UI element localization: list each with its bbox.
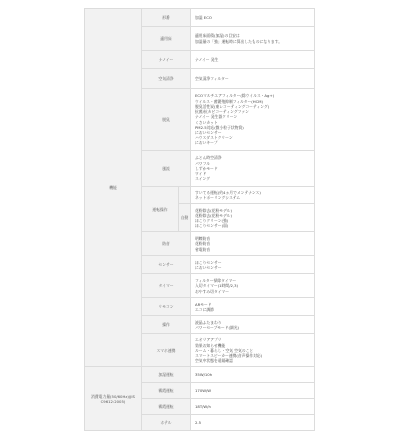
value-line: 空気中状態を遠隔確認 xyxy=(195,358,233,364)
row-value-app xyxy=(191,334,315,367)
value-line: PM2.5対応(微小粒子状物質) xyxy=(195,124,244,130)
row-value-ion xyxy=(191,51,315,69)
section-power: 消費電力量(50/60Hz)(JIS C9612:2005) xyxy=(85,367,142,431)
row-label-sensor: センサー xyxy=(142,256,191,274)
value-line: すいてる運転(約4ヵ月でメンテナンス) xyxy=(195,190,261,195)
row-value-p1: 35W/10h xyxy=(191,367,315,383)
row-sublabel-auto-top xyxy=(179,187,191,204)
value-line: ワイド xyxy=(195,171,207,177)
row-label-filter-mode: 空気清浄 xyxy=(142,69,191,89)
value-line: 入切タイマー(1時間/2,3) xyxy=(195,283,238,289)
value-line: 液晶ふたまわり xyxy=(195,319,222,325)
row-value-remote xyxy=(191,298,315,316)
value-line: ECOマルチエアフィルター(除ウイルス・Ag+) xyxy=(195,93,275,99)
row-value-sensor xyxy=(191,256,315,274)
row-label-timer: タイマー xyxy=(142,274,191,298)
value-line: 適用床面積(加湿)の目安は xyxy=(195,33,240,39)
value-line: 花粉除去(花粉モデル) xyxy=(195,212,232,218)
value-line: パワフル xyxy=(195,160,211,166)
value-line: ほこりセンサー xyxy=(195,259,222,265)
value-line: においセンサー xyxy=(195,129,222,135)
row-value-auto-bottom xyxy=(191,204,315,232)
value-line: ネットポーリングシステム xyxy=(195,195,241,201)
row-value-operation xyxy=(191,316,315,334)
value-line: ルーム・暮らし・空気 空気のこと xyxy=(195,347,254,353)
row-value-p2: 170W/W xyxy=(191,383,315,399)
row-label-p2: 霧霞運転 xyxy=(142,383,191,399)
row-label-ion: ナノイー xyxy=(142,51,191,69)
row-value-p3: 18T/W/h xyxy=(191,399,315,415)
row-label-operation: 操作 xyxy=(142,316,191,334)
row-value-auto-top xyxy=(191,187,315,204)
value-line: スイング xyxy=(195,176,211,182)
row-label-p3: 霧霞運転 xyxy=(142,399,191,415)
value-line: ウイルス・菌繁殖抑制フィルター(HCM) xyxy=(195,98,264,104)
value-line: スマートスピーカー連携(音声操作対応) xyxy=(195,353,263,359)
value-line: ほこりセンサー(弱) xyxy=(195,223,229,229)
value-line: 加湿量の「強」運転時に算出したものになります。 xyxy=(195,38,283,44)
spec-table xyxy=(84,8,315,431)
value-line: 花粉防音 xyxy=(195,241,211,247)
row-label-app: スマホ連携 xyxy=(142,334,191,367)
row-value-humidify xyxy=(191,27,315,51)
value-line: 花粉除去(花粉モデル) xyxy=(195,207,232,213)
section-features: 機能 xyxy=(85,9,142,367)
value-line: ほこりクリーン(強) xyxy=(195,217,229,223)
value-line: ナノイー 発生器クリーン xyxy=(195,114,238,120)
value-line: においセンサー xyxy=(195,264,222,270)
row-label-humidify: 適用床 xyxy=(142,27,191,51)
row-sublabel-auto-bottom: 自動 xyxy=(179,204,191,232)
value-line: エコに調節 xyxy=(195,306,214,312)
row-label-p4: ホテル xyxy=(142,415,191,431)
row-label-filter-spec: 脱臭 xyxy=(142,89,191,151)
row-value-lightup xyxy=(191,232,315,256)
value-line: ARモード xyxy=(195,301,212,307)
value-line: 抗菌/抗カビコーティングファン xyxy=(195,109,249,115)
value-line: ハウスダストクリーン xyxy=(195,135,233,141)
value-line: しずかモード xyxy=(195,165,218,171)
row-label-remote: リモコン xyxy=(142,298,191,316)
value-line: エオリアアプリ xyxy=(195,337,222,343)
row-value-timer xyxy=(191,274,315,298)
row-label-auto: 運転操作 xyxy=(142,187,179,232)
value-line: 脱臭活性炭(東レコーティングコーティング) xyxy=(195,103,270,109)
value-line: 明瞭防音 xyxy=(195,236,211,242)
value-line: 加湿 ECO xyxy=(195,14,212,20)
value-line: おやすみ切タイマー xyxy=(195,288,230,294)
row-value-model xyxy=(191,9,315,27)
value-line: くさいカット xyxy=(195,119,218,125)
table-row xyxy=(85,367,315,383)
row-label-p1: 加湿運転 xyxy=(142,367,191,383)
row-value-filter-spec xyxy=(191,89,315,151)
value-line: 省電防音 xyxy=(195,246,211,252)
row-label-model: 形番 xyxy=(142,9,191,27)
value-line: ナノイー 発生 xyxy=(195,56,219,62)
row-value-air xyxy=(191,151,315,187)
table-row xyxy=(85,9,315,27)
row-label-lightup: 防音 xyxy=(142,232,191,256)
value-line: フィルター掃除タイマー xyxy=(195,278,237,284)
value-line: においキープ xyxy=(195,140,218,146)
row-value-p4: 2.5 xyxy=(191,415,315,431)
value-line: パワーセーブモード(調光) xyxy=(195,324,240,330)
value-line: 効果お知らせ機能 xyxy=(195,342,226,348)
value-line: 空気清浄フィルター xyxy=(195,75,229,81)
row-value-filter-mode xyxy=(191,69,315,89)
value-line: ふとん時空清浄 xyxy=(195,155,222,161)
row-label-air: 風流 xyxy=(142,151,191,187)
